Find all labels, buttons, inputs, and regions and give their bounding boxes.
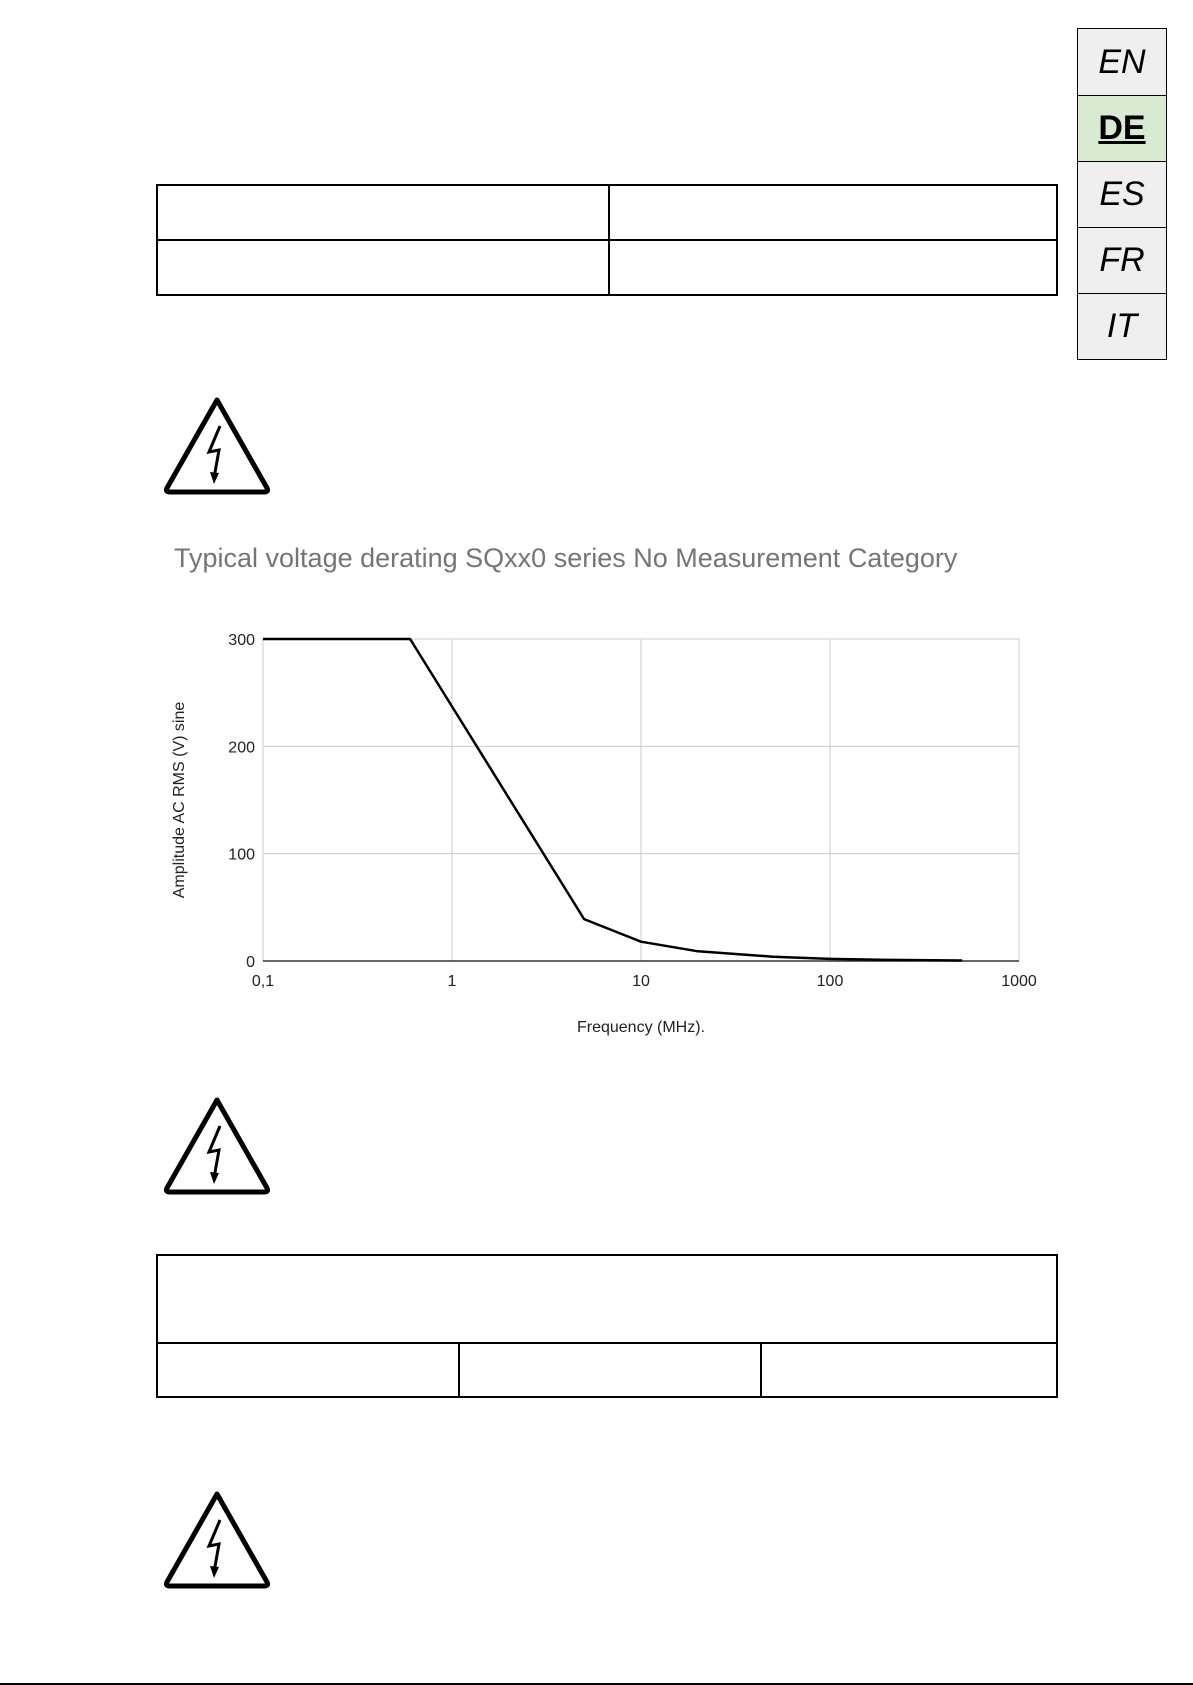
x-tick-label: 1	[447, 973, 457, 990]
x-axis-label: Frequency (MHz).	[576, 1019, 706, 1036]
x-tick-label: 0,1	[251, 973, 275, 990]
x-tick-label: 100	[816, 973, 844, 990]
table-cell	[609, 240, 1057, 295]
high-voltage-warning-icon	[161, 1094, 273, 1196]
info-table-bottom	[156, 1254, 1058, 1398]
tab-en[interactable]: EN	[1098, 42, 1146, 81]
high-voltage-warning-icon	[161, 1488, 273, 1590]
voltage-derating-chart	[160, 530, 1060, 1050]
tab-de[interactable]: DE	[1078, 95, 1166, 161]
tab-fr[interactable]: FR	[1078, 227, 1166, 293]
info-table-top	[156, 184, 1058, 296]
series-line	[263, 639, 962, 961]
tab-it[interactable]: IT	[1078, 293, 1166, 359]
table-cell	[157, 185, 609, 240]
chart-plot	[160, 530, 1060, 1050]
table-cell	[761, 1343, 1057, 1397]
y-tick-label: 0	[246, 954, 255, 971]
table-cell	[157, 1343, 459, 1397]
y-tick-label: 200	[228, 739, 255, 757]
language-tabs	[1077, 28, 1167, 360]
x-tick-label: 1000	[1001, 973, 1037, 990]
y-tick-label: 300	[228, 632, 255, 649]
chart-title: Typical voltage derating SQxx0 series No Measurement Category	[174, 543, 958, 573]
x-tick-label: 10	[632, 973, 650, 990]
table-cell	[609, 185, 1057, 240]
y-axis-label: Amplitude AC RMS (V) sine	[171, 701, 188, 899]
table-cell	[157, 240, 609, 295]
y-tick-label: 100	[228, 846, 255, 864]
table-cell	[157, 1255, 1057, 1343]
high-voltage-warning-icon	[161, 394, 273, 496]
tab-es[interactable]: ES	[1078, 161, 1166, 227]
table-cell	[459, 1343, 761, 1397]
